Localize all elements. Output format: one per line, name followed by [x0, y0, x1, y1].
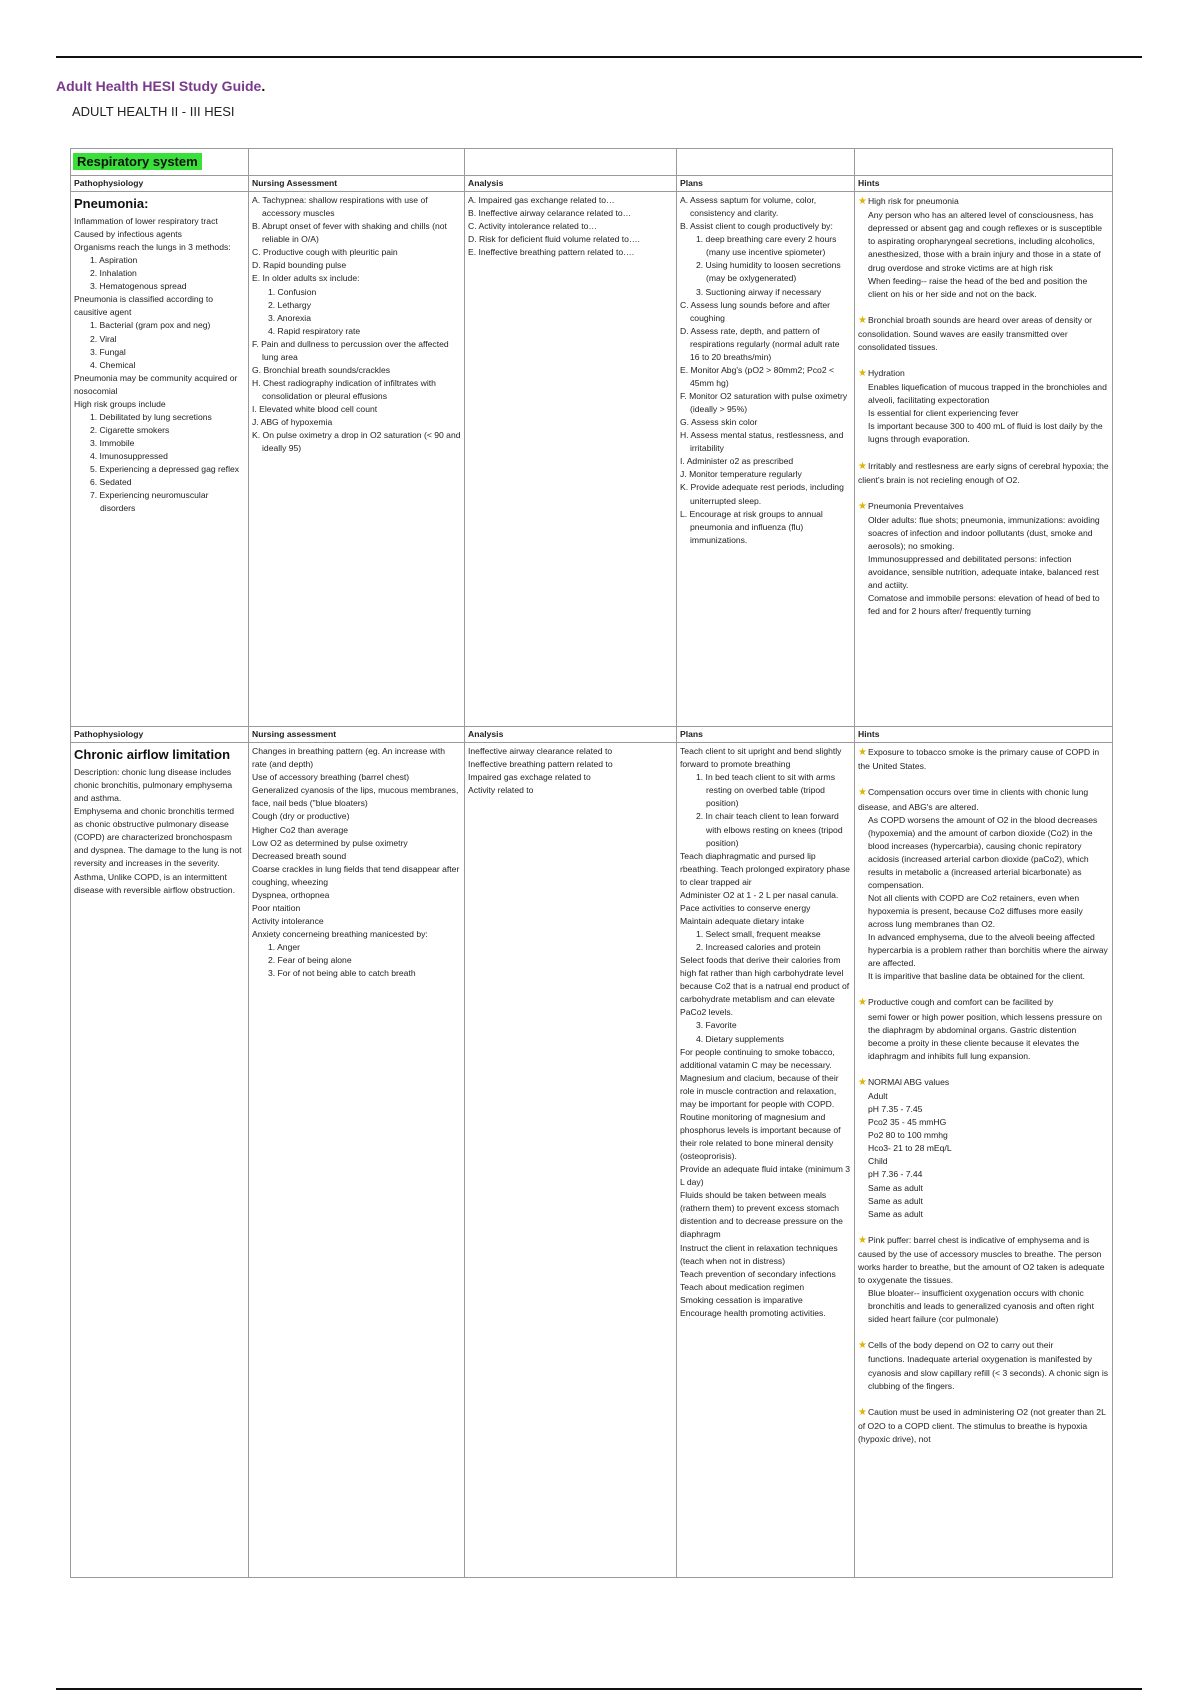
list-item: Emphysema and chonic bronchitis termed as chonic obstructive pulmonary disease (COPD) are characterized bronchospasm and dyspnea. The damage to the lung is not reversity and increases in the severity. Asthma, Unlike COPD, is an intermittent disease with reversible airflow obstruction. — [74, 806, 242, 895]
list-item: 3. Favorite — [696, 1020, 737, 1031]
list-item: 1. Select small, frequent meakse — [696, 929, 821, 939]
document-subtitle: ADULT HEALTH II - III HESI — [72, 104, 235, 119]
list-item: 1. Debilitated by lung secretions — [90, 411, 212, 422]
hint-heading-text: High risk for pneumonia — [867, 196, 959, 207]
hint-heading — [858, 1338, 1109, 1353]
list-item: Pneumonia may be community acquired or nosocomial — [74, 372, 238, 396]
list-item: Teach about medication regimen — [680, 1281, 805, 1292]
hint-text: Adult — [868, 1091, 888, 1102]
list-item: Provide an adequate fluid intake (minimum 3 L day) — [680, 1164, 851, 1188]
hint-heading-text: Irritably and restlesness are early signs of cerebral hypoxia; the client's brain is not recieling enough of O2. — [858, 460, 1109, 485]
hint-heading — [858, 785, 1109, 813]
pneumonia-assessment — [249, 192, 465, 727]
hint-heading-text: Exposure to tobacco smoke is the primary cause of COPD in the United States. — [858, 747, 1100, 772]
list-item: D. Rapid bounding pulse — [252, 260, 347, 271]
hint-heading — [858, 1233, 1109, 1287]
list-item: 3. Fungal — [90, 346, 126, 357]
list-item: 3. Immobile — [90, 438, 135, 449]
col-header: Analysis — [465, 727, 677, 743]
hint-text: Any person who has an altered level of consciousness, has depressed or absent gag and cough reflexes or is susceptible to aspirating oropharyngeal secretions, including alcoholics, anesthesized, those with a brain injury and those in a state of drug overdose and stroke victims are at high risk — [868, 210, 1103, 273]
list-item: Coarse crackles in lung fields that tend disappear after coughing, wheezing — [252, 863, 460, 887]
hint-text: pH 7.36 - 7.44 — [868, 1169, 923, 1180]
list-item: G. Assess skin color — [680, 417, 758, 428]
hint-block — [858, 459, 1109, 487]
hint-heading — [858, 1405, 1109, 1446]
list-item: 1. deep breathing care every 2 hours (many use incentive spiometer) — [696, 234, 837, 258]
top-rule — [56, 56, 1142, 58]
star-icon: ★ — [858, 196, 867, 208]
hint-heading-text: Pneumonia Preventaives — [867, 500, 964, 511]
copd-plans — [677, 743, 855, 1578]
star-icon: ★ — [858, 460, 867, 472]
hint-text: Not all clients with COPD are Co2 retainers, even when hypoxemia is present, because Co2 diffuses more easily across lung membranes than O2. — [868, 893, 1083, 930]
hint-block — [858, 995, 1109, 1062]
hint-block — [858, 785, 1109, 983]
list-item: B. Abrupt onset of fever with shaking and chills (not reliable in O/A) — [252, 221, 447, 245]
list-item: Pace activities to conserve energy — [680, 902, 811, 913]
list-item: 7. Experiencing neuromuscular disorders — [90, 490, 209, 514]
list-item: 2. Fear of being alone — [268, 955, 352, 966]
list-item: Changes in breathing pattern (eg. An increase with rate (and depth) — [252, 746, 446, 770]
hint-text: Immunosuppressed and debilitated persons: infection avoidance, sensible nutrition, adequate intake, balanced rest and actiity. — [868, 554, 1099, 591]
hint-heading — [858, 745, 1109, 773]
list-item: 3. Suctioning airway if necessary — [696, 286, 822, 297]
star-icon: ★ — [858, 1340, 867, 1352]
pneumonia-pathophysiology — [71, 192, 249, 727]
hint-text: Is important because 300 to 400 mL of fluid is lost daily by the lugns through evaporation. — [868, 421, 1103, 445]
star-icon: ★ — [858, 1406, 867, 1418]
star-icon: ★ — [858, 314, 867, 326]
bottom-rule — [56, 1688, 1142, 1690]
list-item: Description: chonic lung disease includes chonic bronchitis, pulmonary emphysema and asthma. — [74, 767, 233, 804]
hint-block — [858, 1075, 1109, 1221]
list-item: Higher Co2 than average — [252, 824, 349, 835]
star-icon: ★ — [858, 787, 867, 799]
star-icon: ★ — [858, 747, 867, 759]
hint-text: Older adults: flue shots; pneumonia, immunizations: avoiding soacres of infection and indoor pollutants (dust, smoke and aerosols); no smoking. — [868, 514, 1100, 552]
hint-text: Same as adult — [868, 1195, 923, 1206]
copd-hints — [855, 743, 1113, 1578]
col-header: Pathophysiology — [71, 727, 249, 743]
col-header: Analysis — [465, 176, 677, 192]
hint-text: Is essential for client experiencing fever — [868, 408, 1019, 419]
study-table — [70, 148, 1113, 1578]
list-item: K. On pulse oximetry a drop in O2 saturation (< 90 and ideally 95) — [252, 430, 461, 454]
list-item: Dyspnea, orthopnea — [252, 889, 330, 900]
hint-block — [858, 1338, 1109, 1392]
list-item: High risk groups include — [74, 398, 166, 409]
hint-text: Child — [868, 1156, 888, 1167]
hint-heading — [858, 366, 1109, 381]
hint-heading-text: Productive cough and comfort can be facilited by — [867, 997, 1054, 1008]
list-item: Generalized cyanosis of the lips, mucous membranes, face, nail beds ("blue bloaters) — [252, 785, 459, 809]
list-item: 5. Experiencing a depressed gag reflex — [90, 464, 240, 475]
copd-analysis — [465, 743, 677, 1578]
star-icon: ★ — [858, 1234, 867, 1246]
hint-text: Po2 80 to 100 mmhg — [868, 1130, 948, 1141]
hint-text: When feeding-- raise the head of the bed and position the client on his or her side and not on the back. — [868, 275, 1088, 299]
list-item: For people continuing to smoke tobacco, additional vatamin C may be necessary. — [680, 1046, 835, 1070]
copd-row — [71, 743, 1113, 1578]
hint-text: Pco2 35 - 45 mmHG — [868, 1117, 947, 1128]
list-item: E. Ineffective breathing pattern related to…. — [468, 247, 635, 258]
list-item: B. Assist client to cough productively by: — [680, 221, 833, 232]
list-item: J. ABG of hypoxemia — [252, 417, 333, 428]
list-item: C. Assess lung sounds before and after coughing — [680, 299, 831, 323]
list-item: Magnesium and clacium, because of their role in muscle contraction and relaxation, may be important for people with COPD. — [680, 1072, 839, 1109]
title-period: . — [261, 78, 266, 94]
list-item: A. Assess saptum for volume, color, consistency and clarity. — [680, 195, 817, 219]
list-item: Ineffective airway clearance related to — [468, 746, 613, 757]
hint-block — [858, 1405, 1109, 1446]
hint-text: In advanced emphysema, due to the alveoli beeing affected hypercarbia is a problem rather than borchitis where the airway are affected. — [868, 932, 1108, 969]
list-item: F. Monitor O2 saturation with pulse oximetry (ideally > 95%) — [680, 391, 848, 415]
copd-pathophysiology — [71, 743, 249, 1578]
hint-text: Blue bloater-- insufficient oxygenation occurs with chonic bronchitis and leads to generalized cyanosis and often right sided heart failure (cor pulmonale) — [868, 1288, 1094, 1325]
copd-assessment — [249, 743, 465, 1578]
list-item: Encourage health promoting activities. — [680, 1307, 826, 1318]
list-item: 4. Chemical — [90, 359, 136, 370]
hint-heading-text: Caution must be used in administering O2 (not greater than 2L of O2O to a COPD client. The stimulus to breathe is hypoxia (hypoxic drive), not — [858, 1406, 1106, 1444]
hint-block — [858, 745, 1109, 773]
list-item: Low O2 as determined by pulse oximetry — [252, 837, 408, 848]
section-label: Respiratory system — [73, 153, 202, 170]
list-item: Administer O2 at 1 - 2 L per nasal canula. — [680, 889, 839, 900]
col-header: Nursing Assessment — [249, 176, 465, 192]
list-item: E. Monitor Abg's (pO2 > 80mm2; Pco2 < 45mm hg) — [680, 364, 835, 388]
document-title — [56, 78, 265, 94]
list-item: C. Productive cough with pleuritic pain — [252, 247, 398, 258]
disease-title: Pneumonia: — [74, 196, 149, 212]
list-item: Instruct the client in relaxation techniques (teach when not in distress) — [680, 1242, 838, 1266]
list-item: 4. Imunosuppressed — [90, 451, 168, 462]
list-item: 2. Using humidity to loosen secretions (may be oxlygenerated) — [696, 260, 841, 284]
list-item: 2. In chair teach client to lean forward with elbows resting on knees (tripod position) — [696, 811, 843, 848]
hint-text: pH 7.35 - 7.45 — [868, 1104, 923, 1115]
list-item: F. Pain and dullness to percussion over the affected lung area — [252, 338, 449, 362]
col-header: Nursing assessment — [249, 727, 465, 743]
list-item: 2. Viral — [90, 333, 117, 344]
star-icon: ★ — [858, 368, 867, 379]
list-item: 1. In bed teach client to sit with arms resting on overbed table (tripod position) — [696, 772, 835, 809]
title-text: Adult Health HESI Study Guide — [56, 78, 262, 94]
list-item: E. In older adults sx include: — [252, 273, 360, 284]
list-item: Select foods that derive their calories from high fat rather than high carbohydrate level because Co2 that is a natrual end product of carbohydrate metablism and can elevate PaCo2 levels. — [680, 955, 850, 1018]
hint-heading — [858, 995, 1109, 1010]
list-item: D. Risk for deficient fluid volume related to…. — [468, 234, 640, 245]
disease-title: Chronic airflow limitation — [74, 747, 231, 763]
col-header: Plans — [677, 727, 855, 743]
pneumonia-analysis — [465, 192, 677, 727]
list-item: Inflammation of lower respiratory tract — [74, 215, 218, 226]
list-item: Pneumonia is classified according to causitive agent — [74, 294, 214, 318]
hint-heading — [858, 459, 1109, 487]
list-item: Impaired gas exchage related to — [468, 772, 591, 783]
hint-text: Comatose and immobile persons: elevation of head of bed to fed and for 2 hours after/ frequently turning — [868, 593, 1100, 617]
list-item: H. Chest radiography indication of infiltrates with consolidation or pleural effusions — [252, 377, 436, 401]
list-item: I. Elevated white blood cell count — [252, 404, 378, 415]
list-item: Poor ntaition — [252, 902, 301, 913]
hint-block — [858, 1233, 1109, 1327]
list-item: Activity intolerance — [252, 915, 324, 926]
hint-heading-text: Hydration — [867, 368, 905, 378]
pneumonia-plans — [677, 192, 855, 727]
list-item: 3. Hematogenous spread — [90, 281, 187, 292]
list-item: I. Administer o2 as prescribed — [680, 456, 794, 467]
hint-text: functions. Inadequate arterial oxygenation is manifested by cyanosis and slow capillary refill (< 3 seconds). A chonic sign is clubbing of the fingers. — [868, 1354, 1109, 1391]
hint-text: Same as adult — [868, 1182, 923, 1193]
hint-text: As COPD worsens the amount of O2 in the blood decreases (hypoxemia) and the amount of carbon dioxide (Co2) in the blood increases (hypercarbia), causing chonic repiratory acidosis (increased arterial carbon dioxide (paCo2), which results in metabolic a (increased arterial bicarbonate) as compensation. — [868, 814, 1098, 890]
list-item: C. Activity intolerance related to… — [468, 221, 597, 232]
hint-text: Hco3- 21 to 28 mEq/L — [868, 1143, 952, 1154]
col-header: Pathophysiology — [71, 176, 249, 192]
list-item: 2. Lethargy — [268, 299, 311, 310]
list-item: 6. Sedated — [90, 477, 132, 488]
hint-heading — [858, 1075, 1109, 1090]
list-item: Caused by infectious agents — [74, 229, 182, 240]
list-item: G. Bronchial breath sounds/crackles — [252, 364, 391, 375]
list-item: Teach prevention of secondary infections — [680, 1268, 836, 1279]
list-item: Organisms reach the lungs in 3 methods: — [74, 242, 231, 253]
list-item: L. Encourage at risk groups to annual pneumonia and influenza (flu) immunizations. — [680, 508, 823, 545]
list-item: A. Impaired gas exchange related to… — [468, 195, 615, 206]
list-item: Cough (dry or productive) — [252, 811, 350, 822]
hint-block — [858, 313, 1109, 354]
list-item: 4. Dietary supplements — [696, 1033, 784, 1044]
list-item: Teach diaphragmatic and pursed lip rbeathing. Teach prolonged expiratory phase to clear trapped air — [680, 850, 850, 887]
hint-heading-text: Compensation occurs over time in clients with chonic lung disease, and ABG's are altered. — [858, 787, 1089, 812]
hint-text: semi fower or high power position, which lessens pressure on the diaphragm by abdominal organs. Gastric distention become a proity in these cliente because it elevates the idaphragm and inhibits full lung expansion. — [868, 1011, 1103, 1061]
section-row — [71, 149, 1113, 176]
list-item: Ineffective breathing pattern related to — [468, 759, 613, 770]
list-item: 3. For of not being able to catch breath — [268, 968, 416, 979]
col-header: Hints — [855, 176, 1113, 192]
hint-heading-text: Cells of the body depend on O2 to carry out their — [867, 1340, 1054, 1351]
hint-text: It is imparitive that basline data be obtained for the client. — [868, 971, 1085, 982]
list-item: Fluids should be taken between meals (rathern them) to prevent excess stomach distention and to decrease pressure on the diaphragm — [680, 1190, 843, 1240]
hint-block — [858, 499, 1109, 619]
list-item: 2. Cigarette smokers — [90, 424, 170, 435]
hint-heading-text: Bronchial broath sounds are heard over areas of density or consolidation. Sound waves are easily transmitted over consolidated tissues. — [858, 314, 1093, 352]
list-item: Use of accessory breathing (barrel chest) — [252, 772, 410, 783]
hint-text: Same as adult — [868, 1208, 923, 1219]
list-item: 1. Bacterial (gram pox and neg) — [90, 320, 211, 331]
star-icon: ★ — [858, 500, 867, 512]
list-item: 1. Confusion — [268, 286, 317, 297]
col-header: Plans — [677, 176, 855, 192]
hint-heading — [858, 313, 1109, 354]
pneumonia-hints — [855, 192, 1113, 727]
list-item: 3. Anorexia — [268, 312, 311, 323]
list-item: 1. Anger — [268, 942, 301, 953]
list-item: Activity related to — [468, 785, 534, 796]
list-item: Routine monitoring of magnesium and phosphorus levels is important because of their role related to bone mineral density (osteoprorisis). — [680, 1111, 841, 1162]
hint-heading — [858, 194, 1109, 209]
list-item: D. Assess rate, depth, and pattern of respirations regularly (normal adult rate 16 to 20 breaths/min) — [680, 325, 840, 362]
list-item: 1. Aspiration — [90, 255, 138, 266]
list-item: Smoking cessation is imparative — [680, 1294, 803, 1305]
hint-heading-text: NORMAl ABG values — [867, 1076, 950, 1087]
header-row-copd — [71, 727, 1113, 743]
header-row-pneumonia — [71, 176, 1113, 192]
list-item: K. Provide adequate rest periods, including uniterrupted sleep. — [680, 482, 844, 506]
hint-block — [858, 194, 1109, 301]
list-item: A. Tachypnea: shallow respirations with use of accessory muscles — [252, 195, 428, 219]
list-item: Anxiety concerneing breathing manicested by: — [252, 929, 428, 939]
list-item: Teach client to sit upright and bend slightly forward to promote breathing — [680, 746, 842, 770]
hint-text: Enables liquefication of mucous trapped in the bronchioles and alveoli, facilitating expectoration — [868, 382, 1107, 406]
star-icon: ★ — [858, 1076, 867, 1088]
hint-heading-text: Pink puffer: barrel chest is indicative of emphysema and is caused by the use of accessory muscles to breathe. The person works harder to breathe, but the amount of O2 taken is adequate to oxygenate the tissues. — [858, 1234, 1105, 1285]
list-item: 2. Increased calories and protein — [696, 942, 821, 953]
pneumonia-row — [71, 192, 1113, 727]
star-icon: ★ — [858, 997, 867, 1009]
list-item: 4. Rapid respiratory rate — [268, 325, 361, 336]
hint-block — [858, 366, 1109, 447]
list-item: 2. Inhalation — [90, 268, 137, 279]
list-item: Maintain adequate dietary intake — [680, 915, 805, 926]
list-item: H. Assess mental status, restlessness, and irritability — [680, 430, 844, 454]
list-item: B. Ineffective airway celarance related to… — [468, 208, 632, 219]
col-header: Hints — [855, 727, 1113, 743]
list-item: J. Monitor temperature regularly — [680, 469, 802, 480]
list-item: Decreased breath sound — [252, 850, 347, 861]
hint-heading — [858, 499, 1109, 514]
